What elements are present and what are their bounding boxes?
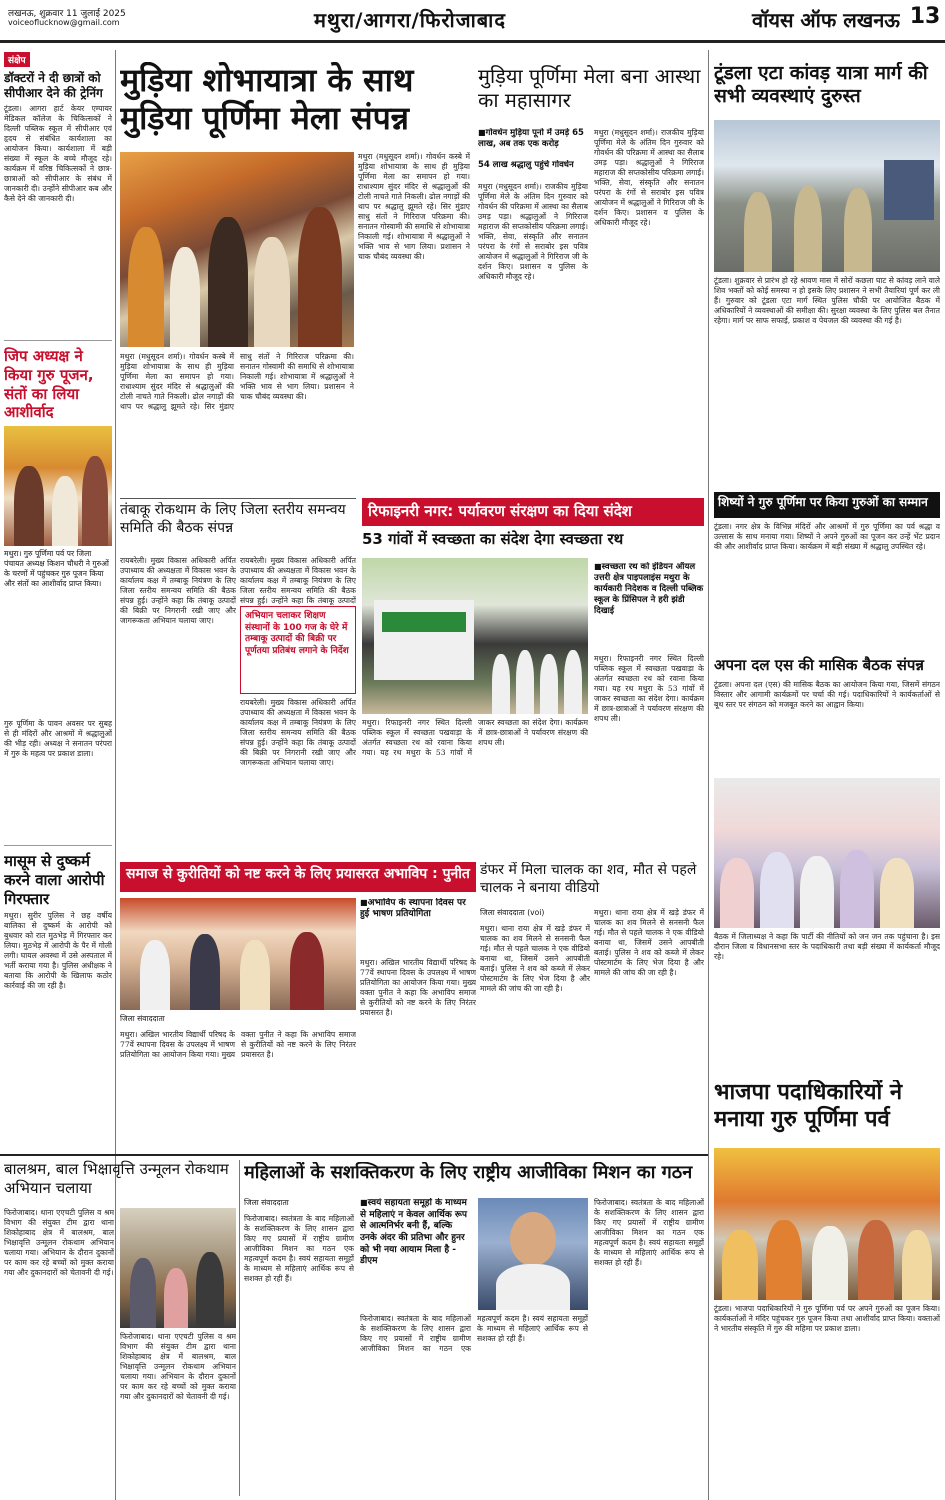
bjp-photo [714,1148,940,1300]
mela-body-1: मथुरा (मधुसूदन शर्मा)। राजकीय मुड़िया पूर्णिमा मेले के अंतिम दिन गुरुवार को गोवर्धन की परिक्रमा में आस्था का सैलाब उमड़ पड़ा। श्रद्धालुओं ने गिरिराज महाराज की सप्तकोसीय परिक्रमा लगाई। भक्ति, सेवा, संस्कृति और सनातन परंपरा के रंगों से सराबोर इस पवित्र आयोजन में श्रद्धालुओं ने गिरिराज जी के दर्शन किए। प्रशासन व पुलिस के अधिकारी मौजूद रहे। [478,182,588,282]
samaj-box: ■ अभाविप के स्थापना दिवस पर हुई भाषण प्रतियोगिता [360,898,476,954]
brief2-caption: मथुरा। गुरु पूर्णिमा पर्व पर जिला पंचायत अध्यक्ष किशन चौधरी ने गुरुओं के चरणों में पहुंचकर गुरु पूजन किया और संतों का आशीर्वाद प्राप्त किया। [4,549,109,588]
dumper-body-1: मथुरा। थाना राया क्षेत्र में खड़े डंफर में चालक का शव मिलने से सनसनी फैल गई। मौत से पहले चालक ने एक वीडियो बनाया था, जिसमें उसने आपबीती बताई। पुलिस ने शव को कब्जे में लेकर पोस्टमार्टम के लिए भेज दिया है और मामले की जांच की जा रही है। [480,924,590,994]
email: voiceoflucknow@gmail.com [8,18,120,27]
brief2-body: गुरु पूर्णिमा के पावन अवसर पर सुबह से ही मंदिरों और आश्रमों में श्रद्धालुओं की भीड़ रही। अध्यक्ष ने सनातन परंपरा में गुरु के महत्व पर प्रकाश डाला। [4,719,112,759]
refinery-subhead: 53 गांवों में स्वच्छता का संदेश देगा स्वच्छता रथ [362,530,624,548]
dumper-body-2: मथुरा। थाना राया क्षेत्र में खड़े डंफर में चालक का शव मिलने से सनसनी फैल गई। मौत से पहले चालक ने एक वीडियो बनाया था, जिसमें उसने आपबीती बताई। पुलिस ने शव को कब्जे में लेकर पोस्टमार्टम के लिए भेज दिया है और मामले की जांच की जा रही है। [594,908,704,978]
page-number: 13 [909,4,941,29]
samaj-photo [120,898,356,1010]
paper-name: वॉयस ऑफ लखनऊ [752,8,900,32]
kanwar-headline: टूंडला एटा कांवड़ यात्रा मार्ग की सभी व्यवस्थाएं दुरुस्त [714,62,928,108]
dumper-headline: डंफर में मिला चालक का शव, मौत से पहले चालक ने बनाया वीडियो [480,862,697,896]
balshram-body-2: फिरोजाबाद। थाना एएचटी पुलिस व श्रम विभाग की संयुक्त टीम द्वारा थाना शिकोहाबाद क्षेत्र में बालश्रम, बाल भिक्षावृत्ति उन्मूलन रोकथाम अभियान चलाया गया। अभियान के दौरान दुकानों पर काम कर रहे बच्चों को मुक्त कराया गया और दुकानदारों को चेतावनी दी गई। [120,1332,236,1402]
apna-dal-body-2: बैठक में जिलाध्यक्ष ने कहा कि पार्टी की नीतियों को जन जन तक पहुंचाना है। इस दौरान जिला व विधानसभा स्तर के पदाधिकारी तथा बड़ी संख्या में कार्यकर्ता मौजूद रहे। [714,932,940,962]
brief2-headline: जिप अध्यक्ष ने किया गुरु पूजन, संतों का लिया आशीर्वाद [4,347,94,422]
samaj-body-2: मथुरा। अखिल भारतीय विद्यार्थी परिषद के 77वें स्थापना दिवस के उपलक्ष्य में भाषण प्रतियोगिता का आयोजन किया गया। मुख्य वक्ता पुनीत ने कहा कि अभाविप समाज से कुरीतियों को नष्ट करने के लिए निरंतर प्रयासरत है। [120,1030,356,1060]
brief1-body: टूंडला। आगरा हार्ट केयर एम्पायर मेडिकल कॉलेज के चिकित्सकों ने दिल्ली पब्लिक स्कूल में सीपीआर एवं हृदय से संबंधित कार्यशाला का आयोजन किया। कार्यशाला में बड़ी संख्या में स्कूल के बच्चे मौजूद रहे। कार्यक्रम में वरिष्ठ चिकित्सकों ने छात्र-छात्राओं को सीपीआर के संबंध में जानकारी दी। उन्होंने सीपीआर कब और कैसे देने की जानकारी दी। [4,104,112,204]
women-desk: जिला संवाददाता [244,1198,289,1207]
brief2-photo [4,426,112,546]
tobacco-headline: तंबाकू रोकथाम के लिए जिला स्तरीय समन्वय समिति की बैठक संपन्न [120,502,346,536]
refinery-body-2: मथुरा। रिफाइनरी नगर स्थित दिल्ली पब्लिक स्कूल में स्वच्छता पखवाड़ा के अंतर्गत स्वच्छता रथ को रवाना किया गया। यह रथ मथुरा के 53 गांवों में जाकर स्वच्छता का संदेश देगा। कार्यक्रम में छात्र-छात्राओं ने पर्यावरण संरक्षण की शपथ ली। [362,718,588,758]
balshram-headline: बालश्रम, बाल भिक्षावृत्ति उन्मूलन रोकथाम अभियान चलाया [4,1160,229,1197]
date-line: लखनऊ, शुक्रवार 11 जुलाई 2025 [8,9,126,19]
balshram-photo [120,1208,236,1328]
women-photo [478,1198,588,1310]
guru-headline: शिष्यों ने गुरु पूर्णिमा पर किया गुरुओं का सम्मान [714,492,940,518]
lead-headline: मुड़िया शोभायात्रा के साथ मुड़िया पूर्णिमा मेला संपन्न [120,62,414,137]
women-body-3: फिरोजाबाद। स्वतंत्रता के बाद महिलाओं के सशक्तिकरण के लिए शासन द्वारा किए गए प्रयासों में राष्ट्रीय ग्रामीण आजीविका मिशन का गठन एक महत्वपूर्ण कदम है। स्वयं सहायता समूहों के माध्यम से महिलाएं आर्थिक रूप से सशक्त हो रही हैं। [594,1198,704,1268]
lead-body-1: मथुरा (मधुसूदन शर्मा)। गोवर्धन कस्बे में मुड़िया शोभायात्रा के साथ ही मुड़िया पूर्णिमा मेला का समापन हो गया। राधाश्याम सुंदर मंदिर से श्रद्धालुओं की टोली नाचते गाते निकली। ढोल नगाड़ों की थाप पर श्रद्धालु झूमते रहे। सिर मुंडाए साधु संतों ने गिरिराज परिक्रमा की। सनातन गोस्वामी की समाधि से शोभायात्रा निकाली गई। शोभायात्रा में श्रद्धालुओं ने भक्ति भाव से भाग लिया। प्रशासन ने चाक चौबंद व्यवस्था की। [120,352,354,412]
dumper-desk: जिला संवाददाता (voi) [480,908,545,917]
samaj-desk: जिला संवाददाता [120,1014,165,1023]
women-box: ■ स्वयं सहायता समूहों के माध्यम से महिलाएं न केवल आर्थिक रूप से आत्मनिर्भर बनी हैं, बल्कि उनके अंदर की प्रतिभा और हुनर को भी नया आयाम मिला है - डीएम [360,1198,472,1308]
samaj-body-1: मथुरा। अखिल भारतीय विद्यार्थी परिषद के 77वें स्थापना दिवस के उपलक्ष्य में भाषण प्रतियोगिता का आयोजन किया गया। मुख्य वक्ता पुनीत ने कहा कि अभाविप समाज से कुरीतियों को नष्ट करने के लिए निरंतर प्रयासरत है। [360,958,476,1018]
lead-body-2: मथुरा (मधुसूदन शर्मा)। गोवर्धन कस्बे में मुड़िया शोभायात्रा के साथ ही मुड़िया पूर्णिमा मेला का समापन हो गया। राधाश्याम सुंदर मंदिर से श्रद्धालुओं की टोली नाचते गाते निकली। ढोल नगाड़ों की थाप पर श्रद्धालु झूमते रहे। सिर मुंडाए साधु संतों ने गिरिराज परिक्रमा की। सनातन गोस्वामी की समाधि से शोभायात्रा निकाली गई। शोभायात्रा में श्रद्धालुओं ने भक्ति भाव से भाग लिया। प्रशासन ने चाक चौबंद व्यवस्था की। [358,152,470,262]
tobacco-body-3: रायबरेली। मुख्य विकास अधिकारी अर्पित उपाध्याय की अध्यक्षता में विकास भवन के कार्यालय कक्ष में तम्बाकू नियंत्रण के लिए जिला स्तरीय समन्वय समिति की बैठक संपन्न हुई। उन्होंने कहा कि तंबाकू उत्पादों की बिक्री पर निगरानी रखी जाए और जागरूकता अभियान चलाया जाए। [240,698,356,768]
guru-body: टूंडला। नगर क्षेत्र के विभिन्न मंदिरों और आश्रमों में गुरु पूर्णिमा का पर्व श्रद्धा व उल्लास के साथ मनाया गया। शिष्यों ने अपने गुरुओं का पूजन कर उन्हें भेंट प्रदान की और आशीर्वाद प्राप्त किया। कार्यक्रम में बड़ी संख्या में श्रद्धालु उपस्थित रहे। [714,522,940,552]
mela-bullet-1: ■ गोवर्धन मुड़िया पूनो में उमड़े 65 लाख, अब तक एक करोड़ [478,128,588,172]
kanwar-photo [714,120,940,272]
brief3-headline: मासूम से दुष्कर्म करने वाला आरोपी गिरफ्तार [4,852,105,908]
edition-title: मथुरा/आगरा/फिरोजाबाद [314,8,506,32]
lead-photo [120,152,354,347]
brief1-headline: डॉक्टरों ने दी छात्रों को सीपीआर देने की ट्रेनिंग [4,71,103,100]
mela-bullet-2: 54 लाख श्रद्धालु पहुंचे गोवर्धन [478,160,574,170]
refinery-headline: रिफाइनरी नगर: पर्यावरण संरक्षण का दिया संदेश [362,498,704,526]
section-label: संक्षेप [4,52,30,67]
bjp-headline: भाजपा पदाधिकारियों ने मनाया गुरु पूर्णिमा पर्व [714,1080,903,1132]
mela-body-2: मथुरा (मधुसूदन शर्मा)। राजकीय मुड़िया पूर्णिमा मेले के अंतिम दिन गुरुवार को गोवर्धन की परिक्रमा में आस्था का सैलाब उमड़ पड़ा। श्रद्धालुओं ने गिरिराज महाराज की सप्तकोसीय परिक्रमा लगाई। भक्ति, सेवा, संस्कृति और सनातन परंपरा के रंगों से सराबोर इस पवित्र आयोजन में श्रद्धालुओं ने गिरिराज जी के दर्शन किए। प्रशासन व पुलिस के अधिकारी मौजूद रहे। [594,128,704,228]
women-body-2: फिरोजाबाद। स्वतंत्रता के बाद महिलाओं के सशक्तिकरण के लिए शासन द्वारा किए गए प्रयासों में राष्ट्रीय ग्रामीण आजीविका मिशन का गठन एक महत्वपूर्ण कदम है। स्वयं सहायता समूहों के माध्यम से महिलाएं आर्थिक रूप से सशक्त हो रही हैं। [360,1314,588,1354]
samaj-headline: समाज से कुरीतियों को नष्ट करने के लिए प्रयासरत अभाविप : पुनीत [120,862,476,892]
women-body-1: फिरोजाबाद। स्वतंत्रता के बाद महिलाओं के सशक्तिकरण के लिए शासन द्वारा किए गए प्रयासों में राष्ट्रीय ग्रामीण आजीविका मिशन का गठन एक महत्वपूर्ण कदम है। स्वयं सहायता समूहों के माध्यम से महिलाएं आर्थिक रूप से सशक्त हो रही हैं। [244,1214,354,1284]
mela-headline: मुड़िया पूर्णिमा मेला बना आस्था का महासागर [478,64,701,113]
refinery-box: ■ स्वच्छता रथ को इंडियन ऑयल उत्तरी क्षेत्र पाइपलाइंस मथुरा के कार्यकारी निदेशक व दिल्ली पब्लिक स्कूल के प्रिंसिपल ने हरी झंडी दिखाई [594,562,704,650]
tobacco-body-1: रायबरेली। मुख्य विकास अधिकारी अर्पित उपाध्याय की अध्यक्षता में विकास भवन के कार्यालय कक्ष में तम्बाकू नियंत्रण के लिए जिला स्तरीय समन्वय समिति की बैठक संपन्न हुई। उन्होंने कहा कि तंबाकू उत्पादों की बिक्री पर निगरानी रखी जाए और जागरूकता अभियान चलाया जाए। [120,556,236,626]
tobacco-right-col [240,556,356,856]
kanwar-body: टूंडला। शुक्रवार से प्रारंभ हो रहे श्रावण मास में सोरों कछला घाट से कांवड़ लाने वाले शिव भक्तों को कोई समस्या न हो इसके लिए प्रशासन ने सभी तैयारियां पूर्ण कर ली हैं। गुरुवार को टूंडला एटा मार्ग स्थित पुलिस चौकी पर आयोजित बैठक में अधिकारियों ने व्यवस्थाओं की समीक्षा की। सुरक्षा व्यवस्था के लिए पुलिस बल तैनात रहेगा। मार्ग पर साफ सफाई, प्रकाश व पेयजल की व्यवस्था की गई है। [714,276,940,326]
balshram-body-1: फिरोजाबाद। थाना एएचटी पुलिस व श्रम विभाग की संयुक्त टीम द्वारा थाना शिकोहाबाद क्षेत्र में बालश्रम, बाल भिक्षावृत्ति उन्मूलन रोकथाम अभियान चलाया गया। अभियान के दौरान दुकानों पर काम कर रहे बच्चों को मुक्त कराया गया और दुकानदारों को चेतावनी दी गई। [4,1208,114,1278]
tobacco-box: अभियान चलाकर शिक्षण संस्थानों के 100 गज के घेरे में तम्बाकू उत्पादों की बिक्री पर पूर्णतया प्रतिबंध लगाने के निर्देश [240,606,356,694]
tobacco-body-2: रायबरेली। मुख्य विकास अधिकारी अर्पित उपाध्याय की अध्यक्षता में विकास भवन के कार्यालय कक्ष में तम्बाकू नियंत्रण के लिए जिला स्तरीय समन्वय समिति की बैठक संपन्न हुई। उन्होंने कहा कि तंबाकू उत्पादों [240,556,356,606]
apna-dal-body: टूंडला। अपना दल (एस) की मासिक बैठक का आयोजन किया गया, जिसमें संगठन विस्तार और आगामी कार्यक्रमों पर चर्चा की गई। पदाधिकारियों ने कार्यकर्ताओं से बूथ स्तर पर संगठन को मजबूत करने का आह्वान किया। [714,680,940,710]
bjp-body: टूंडला। भाजपा पदाधिकारियों ने गुरु पूर्णिमा पर्व पर अपने गुरुओं का पूजन किया। कार्यकर्ताओं ने मंदिर पहुंचकर गुरु पूजन किया तथा आशीर्वाद प्राप्त किया। वक्ताओं ने भारतीय संस्कृति में गुरु की महिमा पर प्रकाश डाला। [714,1304,940,1334]
brief3-body: मथुरा। सुरीर पुलिस ने छह वर्षीय बालिका से दुष्कर्म के आरोपी को बुधवार को रात मुठभेड़ में गिरफ्तार कर लिया। मुठभेड़ में आरोपी के पैर में गोली लगी। घायल अवस्था में उसे अस्पताल में भर्ती कराया गया है। पुलिस अधीक्षक ने बताया कि आरोपी के खिलाफ कठोर कार्रवाई की जा रही है। [4,911,112,991]
refinery-photo [362,558,588,714]
women-headline: महिलाओं के सशक्तिकरण के लिए राष्ट्रीय आजीविका मिशन का गठन [244,1162,693,1183]
refinery-body-1: मथुरा। रिफाइनरी नगर स्थित दिल्ली पब्लिक स्कूल में स्वच्छता पखवाड़ा के अंतर्गत स्वच्छता रथ को रवाना किया गया। यह रथ मथुरा के 53 गांवों में जाकर स्वच्छता का संदेश देगा। कार्यक्रम में छात्र-छात्राओं ने पर्यावरण संरक्षण की शपथ ली। [594,654,704,724]
apna-dal-photo [714,778,940,928]
apna-dal-headline: अपना दल एस की मासिक बैठक संपन्न [714,656,924,674]
